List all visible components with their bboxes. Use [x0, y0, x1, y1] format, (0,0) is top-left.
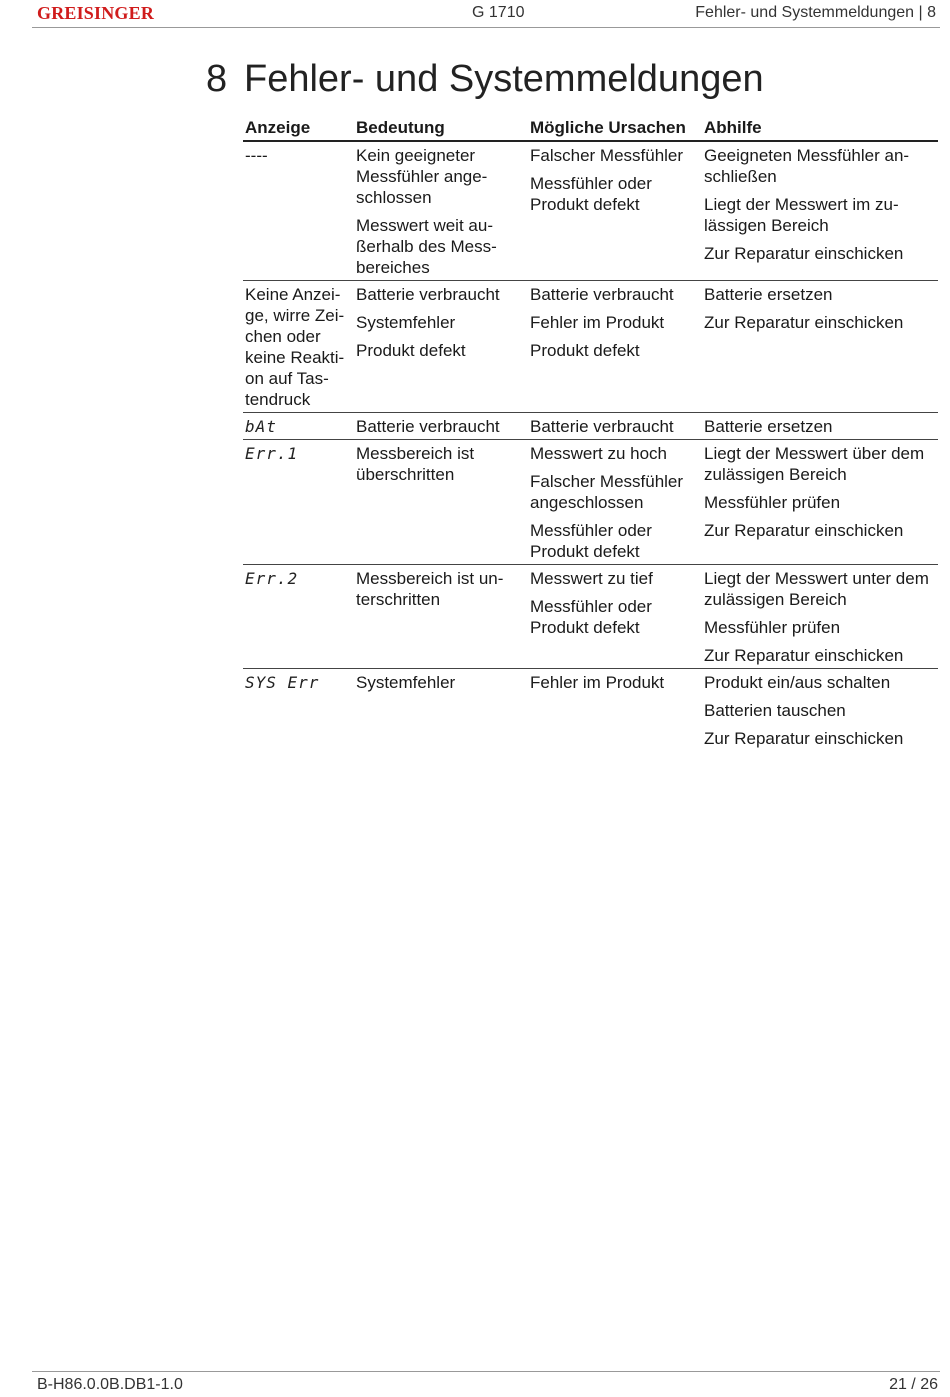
table-row — [243, 281, 938, 413]
footer-divider — [32, 1371, 940, 1372]
remedy-entry: Liegt der Messwert unter dem zulässigen Bereich — [704, 569, 929, 609]
cell-bedeutung — [354, 565, 528, 669]
cell-abhilfe — [702, 281, 938, 413]
chapter-heading — [206, 58, 764, 101]
cell-bedeutung — [354, 440, 528, 565]
remedy-entry: Batterien tauschen — [704, 701, 846, 720]
meaning-entry: Produkt defekt — [356, 341, 466, 360]
chapter-title: Fehler- und Systemmeldungen — [244, 58, 764, 100]
cell-ursachen — [528, 141, 702, 281]
cell-ursachen — [528, 413, 702, 440]
remedy-entry: Messfühler prüfen — [704, 493, 841, 512]
remedy-entry: Zur Reparatur einschicken — [704, 313, 904, 332]
remedy-entry: Batterie ersetzen — [704, 285, 833, 304]
meaning-entry: Kein geeigneter Messfühler ange-schlossen — [356, 146, 488, 207]
error-messages-table — [243, 114, 938, 751]
cell-ursachen — [528, 565, 702, 669]
table-row — [243, 669, 938, 752]
cell-ursachen — [528, 440, 702, 565]
cause-entry: Batterie verbraucht — [530, 285, 674, 304]
column-header-bedeutung: Bedeutung — [354, 114, 528, 141]
lcd-code: bAt — [245, 417, 277, 436]
table-row — [243, 565, 938, 669]
cause-entry: Messwert zu hoch — [530, 444, 667, 463]
meaning-entry: Batterie verbraucht — [356, 417, 500, 436]
remedy-entry: Zur Reparatur einschicken — [704, 521, 904, 540]
remedy-entry: Zur Reparatur einschicken — [704, 729, 904, 748]
cause-entry: Messfühler oder Produkt defekt — [530, 521, 652, 561]
meaning-entry: Messbereich ist überschritten — [356, 444, 475, 484]
remedy-entry: Batterie ersetzen — [704, 417, 833, 436]
chapter-number: 8 — [206, 58, 228, 100]
meaning-entry: Systemfehler — [356, 673, 456, 692]
remedy-entry: Zur Reparatur einschicken — [704, 646, 904, 665]
column-header-ursachen: Mögliche Ursachen — [528, 114, 702, 141]
header-section: Fehler- und Systemmeldungen | 8 — [695, 4, 936, 21]
cell-anzeige — [243, 669, 354, 752]
display-code: ---- — [245, 146, 268, 165]
cause-entry: Produkt defekt — [530, 341, 640, 360]
header-model: G 1710 — [472, 4, 525, 21]
cause-entry: Messfühler oder Produkt defekt — [530, 597, 652, 637]
lcd-code: Err.1 — [245, 444, 299, 463]
table-row — [243, 141, 938, 281]
cause-entry: Falscher Messfühler — [530, 146, 684, 165]
cell-anzeige — [243, 281, 354, 413]
column-header-anzeige: Anzeige — [243, 114, 354, 141]
cell-abhilfe — [702, 413, 938, 440]
lcd-code: Err.2 — [245, 569, 299, 588]
cell-ursachen — [528, 281, 702, 413]
cell-anzeige — [243, 565, 354, 669]
table-row — [243, 413, 938, 440]
cell-anzeige — [243, 413, 354, 440]
cause-entry: Fehler im Produkt — [530, 673, 665, 692]
meaning-entry: Systemfehler — [356, 313, 456, 332]
footer-page-number: 21 / 26 — [889, 1376, 938, 1393]
cell-anzeige — [243, 440, 354, 565]
remedy-entry: Liegt der Messwert im zu-lässigen Bereich — [704, 195, 899, 235]
remedy-entry: Liegt der Messwert über dem zulässigen Bereich — [704, 444, 925, 484]
table-row — [243, 440, 938, 565]
cause-entry: Fehler im Produkt — [530, 313, 665, 332]
footer-document-id: B-H86.0.0B.DB1-1.0 — [37, 1376, 183, 1393]
remedy-entry: Produkt ein/aus schalten — [704, 673, 891, 692]
cause-entry: Batterie verbraucht — [530, 417, 674, 436]
cause-entry: Messwert zu tief — [530, 569, 653, 588]
cell-bedeutung — [354, 669, 528, 752]
cell-abhilfe — [702, 440, 938, 565]
cause-entry: Messfühler oder Produkt defekt — [530, 174, 652, 214]
display-description: Keine Anzei-ge, wirre Zei-chen oder keine Reakti-on auf Tas-tendruck — [245, 285, 345, 409]
meaning-entry: Messwert weit au-ßerhalb des Mess-bereiches — [356, 216, 497, 277]
table-header-row — [243, 114, 938, 141]
cell-anzeige — [243, 141, 354, 281]
brand-logo: GREISINGER — [37, 3, 155, 23]
cell-abhilfe — [702, 141, 938, 281]
cell-bedeutung — [354, 141, 528, 281]
cell-bedeutung — [354, 413, 528, 440]
meaning-entry: Batterie verbraucht — [356, 285, 500, 304]
column-header-abhilfe: Abhilfe — [702, 114, 938, 141]
cell-abhilfe — [702, 565, 938, 669]
lcd-code: SYS Err — [245, 673, 320, 692]
cell-abhilfe — [702, 669, 938, 752]
meaning-entry: Messbereich ist un-terschritten — [356, 569, 504, 609]
remedy-entry: Geeigneten Messfühler an-schließen — [704, 146, 910, 186]
cell-bedeutung — [354, 281, 528, 413]
cell-ursachen — [528, 669, 702, 752]
remedy-entry: Messfühler prüfen — [704, 618, 841, 637]
cause-entry: Falscher Messfühler angeschlossen — [530, 472, 684, 512]
header-divider — [32, 27, 940, 28]
remedy-entry: Zur Reparatur einschicken — [704, 244, 904, 263]
